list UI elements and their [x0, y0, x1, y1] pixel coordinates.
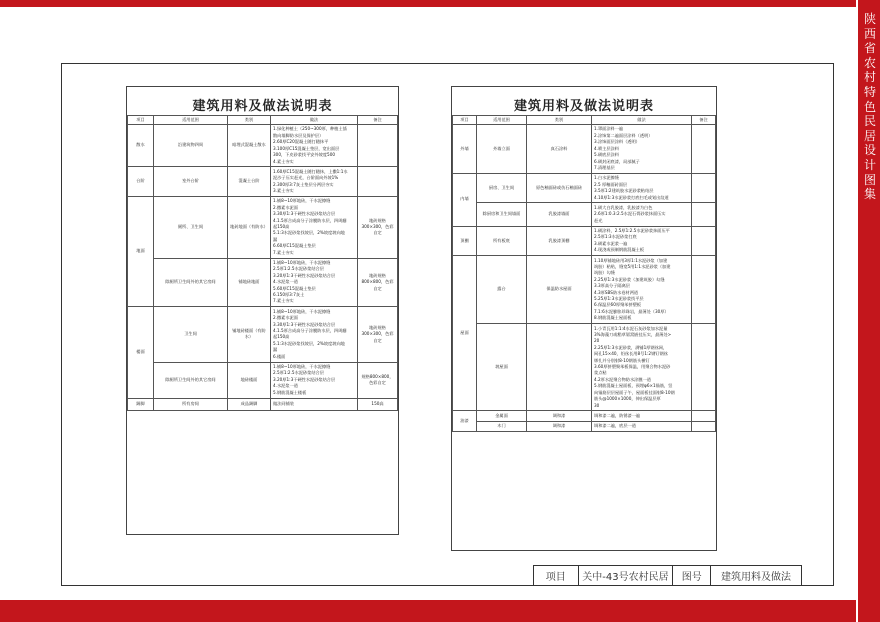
- method-line: 起150高: [273, 334, 290, 340]
- method-line: 5.钢筋混凝土屋面板，预埋φ6×1锚筋，竖: [594, 383, 673, 389]
- method-line: 3.20厚1:3干硬性水泥砂浆结合层: [273, 272, 336, 278]
- method-line: 4.喷主层涂料: [594, 145, 619, 151]
- column-header: 备注: [692, 116, 716, 125]
- item-cell: 外墙: [453, 125, 477, 174]
- method-line: 1.白水泥擦缝: [594, 175, 619, 181]
- method-line: 4.1.5厚合成高分子涂膜防水层，四周翻: [273, 328, 347, 334]
- item-cell: 地面: [128, 196, 154, 306]
- item-cell: 屋面: [453, 256, 477, 411]
- scope-cell: 露台: [477, 256, 527, 324]
- method-line: 网孔15×40，铅丝长用8号1:2钢钉钢丝: [594, 351, 668, 357]
- method-line: 漏: [273, 236, 278, 242]
- kind-cell: [527, 324, 592, 411]
- item-cell: 顶棚: [453, 226, 477, 256]
- column-header: 适用范围: [154, 116, 228, 125]
- method-cell: [592, 324, 692, 411]
- method-cell: [271, 196, 358, 258]
- item-cell: 楼面: [128, 307, 154, 398]
- title-block: [533, 565, 802, 586]
- kind-cell: 调和漆: [527, 421, 592, 431]
- scope-cell: 坡屋面: [477, 324, 527, 411]
- method-line: 3.涂饰面层涂料（透明）: [594, 139, 640, 145]
- method-line: 赶光: [594, 217, 603, 223]
- method-line: 6.150厚3:7灰土: [273, 292, 305, 298]
- method-cell: [271, 258, 358, 307]
- method-line: 3.3厚高分子隔离层: [594, 283, 630, 289]
- scope-cell: 所有房间: [154, 398, 228, 410]
- item-cell: 油漆: [453, 411, 477, 432]
- method-line: 4.水泥浆一道: [273, 279, 298, 285]
- method-line: 2.5厚1:2.5水泥砂浆结合层: [273, 370, 324, 376]
- table-row: [453, 411, 716, 421]
- column-header: 项目: [128, 116, 154, 125]
- method-line: 1.铺8~10厚地砖，干水泥擦缝: [273, 198, 331, 204]
- kind-cell: 成品踢脚: [228, 398, 271, 410]
- scope-cell: 除厕所卫生间外的其它房间: [154, 362, 228, 398]
- method-line: 筑胶）勾缝: [594, 270, 615, 276]
- method-line: 4.水泥浆一道: [273, 383, 298, 389]
- scope-cell: 除厨房和卫生间墙面: [477, 203, 527, 226]
- table-row: [453, 203, 716, 226]
- method-line: 6.刷封闭底漆，局部腻子: [594, 158, 640, 164]
- method-line: 7.素土夯实: [273, 298, 294, 304]
- method-line: 6.保温层60厚聚苯挤塑板: [594, 302, 642, 308]
- scope-cell: 所有板底: [477, 226, 527, 256]
- kind-cell: 乳胶漆顶棚: [527, 226, 592, 256]
- method-line: 筑胶）粘贴，缝宽5用1:1水泥砂浆（加建: [594, 264, 671, 270]
- method-line: 浆点粘: [594, 370, 607, 376]
- note-cell: [692, 421, 716, 431]
- method-cell: [592, 203, 692, 226]
- table-row: [453, 226, 716, 256]
- scope-cell: 除厕所卫生间外的其它房间: [154, 258, 228, 307]
- method-line: 1.铺8~10厚地砖，干水泥擦缝: [273, 364, 331, 370]
- method-cell: [271, 307, 358, 362]
- kind-cell: 真石涂料: [527, 125, 592, 174]
- method-line: 3%海藻刀或稻草屑窝嵌挂压实，最薄处>: [594, 332, 672, 338]
- project-label: 项目: [534, 566, 579, 585]
- method-cell: [271, 167, 358, 197]
- table-row: [128, 196, 398, 258]
- method-line: 5.60厚C15混凝土垫层: [273, 285, 316, 291]
- method-line: 1.刷涂料，2.5厚1:2.5水泥砂浆抹面压平: [594, 228, 670, 234]
- method-line: 起150高: [273, 224, 290, 230]
- table-row: [453, 421, 716, 431]
- method-line: 做法同铺装: [273, 400, 294, 406]
- method-line: 2.5 厚釉面砖面层: [594, 181, 628, 187]
- project-name: 关中-43号农村民居: [579, 566, 674, 585]
- method-line: 4.1.5厚合成高分子涂膜防水层，四周翻: [273, 217, 347, 223]
- method-cell: [592, 411, 692, 421]
- method-line: 3.60厚挤塑聚苯板保温，用聚合物水泥砂: [594, 364, 671, 370]
- method-line: 泥沙子压实赶光，台阶面向外坡1%: [273, 175, 339, 181]
- column-header: 备注: [358, 116, 398, 125]
- method-line: 7.素土夯实: [273, 249, 294, 255]
- method-cell: [271, 398, 358, 410]
- item-cell: 散水: [128, 125, 154, 167]
- method-line: 2.涂饰第二遍面层涂料（透明）: [594, 132, 653, 138]
- method-line: 5.1:3水泥砂浆找坡层，2%坡度坡向地: [273, 230, 345, 236]
- scope-cell: 金属面: [477, 411, 527, 421]
- kind-cell: 原色釉面砖或仿石釉面砖: [527, 173, 592, 203]
- method-line: 2.6厚1:0.3:2.5水泥石膏砂浆抹面压实: [594, 211, 666, 217]
- left-sheet-title: 建筑用料及做法说明表: [192, 99, 333, 114]
- method-line: 1.罩面涂料一遍: [594, 126, 624, 132]
- left-spec-table: [127, 115, 398, 411]
- kind-cell: 暗埋式混凝土散水: [228, 125, 271, 167]
- kind-cell: 铺地砖地面: [228, 258, 271, 307]
- method-line: 3.30厚1:3干硬性水泥砂浆结合层: [273, 321, 336, 327]
- header-row: [453, 116, 716, 125]
- method-line: 向锚筋层层屋面子午，屋面板挂面射8-10钢: [594, 389, 675, 395]
- method-line: 5.钢筋混凝土楼板: [273, 389, 307, 395]
- table-row: [453, 324, 716, 411]
- column-header: 类别: [527, 116, 592, 125]
- table-row: [128, 258, 398, 307]
- series-title: 陕西省农村特色民居设计图集: [863, 12, 876, 202]
- drawing-name: 建筑用料及做法: [721, 572, 791, 583]
- method-line: 5.25厚1:3水泥砂浆找平层: [594, 296, 644, 302]
- scope-cell: 木门: [477, 421, 527, 431]
- header-row: [128, 116, 398, 125]
- method-line: 5.1:3水泥砂浆找坡层，2%坡度坡向地: [273, 340, 345, 346]
- table-row: [128, 398, 398, 410]
- method-line: 3.刷素水泥浆一遍: [594, 240, 628, 246]
- item-cell: 踢脚: [128, 398, 154, 410]
- note-cell: [692, 411, 716, 421]
- method-line: 1.10厚铺地砖用3厚1:1水泥砂浆（加建: [594, 257, 668, 263]
- kind-cell: 混凝土台阶: [228, 167, 271, 197]
- item-cell: 台阶: [128, 167, 154, 197]
- note-cell: [692, 324, 716, 411]
- table-row: [128, 307, 398, 362]
- table-row: [453, 173, 716, 203]
- right-spec-table: [452, 115, 716, 432]
- scope-cell: 厨房、卫生间: [477, 173, 527, 203]
- method-line: 3.5厚1:2建筑胶水泥砂浆粘结层: [594, 188, 654, 194]
- method-line: 调和漆二遍，底层一道: [594, 423, 636, 429]
- method-line: 1.铺8~10厚地砖，干水泥擦缝: [273, 308, 331, 314]
- kind-cell: 地砖楼面: [228, 362, 271, 398]
- method-line: 8.钢筋混凝土屋面板: [594, 315, 632, 321]
- kind-cell: 地砖地面（有防水）: [228, 196, 271, 258]
- note-cell: [692, 203, 716, 226]
- method-line: 1.60厚C15混凝土随打随抹，上撒1:1水: [273, 168, 348, 174]
- method-line: 2.60厚C20混凝土随打随抹平: [273, 139, 329, 145]
- note-cell: 规格800×800，色彩自定: [358, 362, 398, 398]
- method-line: 1.小青瓦用1:1:4水泥石灰砂浆加水泥量: [594, 325, 668, 331]
- method-cell: [592, 226, 692, 256]
- note-cell: [692, 256, 716, 324]
- method-line: 5.刷底层涂料: [594, 152, 619, 158]
- kind-cell: 调和漆: [527, 411, 592, 421]
- method-line: 3.100厚C15混凝土垫层，宽出面层: [273, 145, 340, 151]
- note-cell: [358, 125, 398, 167]
- scope-cell: 厕所、卫生间: [154, 196, 228, 258]
- method-line: 1.刷大白乳胶漆，乳胶漆为白色: [594, 204, 653, 210]
- table-row: [128, 167, 398, 197]
- method-line: 4.3厚SBS防水卷材两道: [594, 289, 639, 295]
- kind-cell: 铺地砖楼面（有防水）: [228, 307, 271, 362]
- method-line: 散向墙脚防水层及保护层）: [273, 132, 324, 138]
- kind-cell: 保温防水屋面: [527, 256, 592, 324]
- method-line: 2.25厚1:3水泥砂浆（加建筑胶）勾缝: [594, 276, 665, 282]
- method-cell: [592, 125, 692, 174]
- method-line: 4.素土夯实: [273, 158, 294, 164]
- method-cell: [592, 256, 692, 324]
- method-line: 绑扎并分别射8-10钢筋头横钉: [594, 357, 650, 363]
- method-line: 4.10厚1:3水泥砂浆打底扫毛或划出纹道: [594, 194, 669, 200]
- drawing-label: 图号: [673, 566, 711, 585]
- method-line: 3.20厚1:3干硬性水泥砂浆结合层: [273, 376, 336, 382]
- column-header: 类别: [228, 116, 271, 125]
- method-line: 筋头@1000×1000，伸出保温层厚: [594, 396, 661, 402]
- method-cell: [592, 173, 692, 203]
- method-line: 调和漆二遍，防锈漆一遍: [594, 412, 641, 418]
- method-line: 2.25厚1:3水泥砂浆，满铺1厚钢丝网，: [594, 344, 668, 350]
- method-line: 30: [594, 402, 600, 408]
- note-cell: [692, 226, 716, 256]
- method-line: 2.5厚1:3水泥砂浆打底: [594, 234, 637, 240]
- kind-cell: 乳胶漆墙面: [527, 203, 592, 226]
- method-line: 1.绿化种植土（250~300厚，种植土插: [273, 126, 347, 132]
- method-line: 3.30厚1:3干硬性水泥砂浆结合层: [273, 211, 336, 217]
- method-line: 2.撒素水泥面: [273, 315, 298, 321]
- top-accent-bar: [0, 0, 856, 7]
- note-cell: 地砖规格300×300，色彩自定: [358, 307, 398, 362]
- scope-cell: 卫生间: [154, 307, 228, 362]
- table-row: [453, 125, 716, 174]
- method-line: 2.撒素水泥面: [273, 204, 298, 210]
- note-cell: [358, 167, 398, 197]
- method-line: 2.5厚1:2.5水泥砂浆结合层: [273, 266, 324, 272]
- method-line: 漏: [273, 347, 278, 353]
- table-row: [453, 256, 716, 324]
- method-cell: [592, 421, 692, 431]
- note-cell: 地砖规格800×800，色彩自定: [358, 258, 398, 307]
- item-cell: 内墙: [453, 173, 477, 226]
- column-header: 做法: [592, 116, 692, 125]
- method-line: 2.300厚3:7灰土垫层分两层夯实: [273, 181, 334, 187]
- method-cell: [271, 125, 358, 167]
- method-line: 300，下皮砂浆找平安外坡度500: [273, 152, 336, 158]
- method-line: 4.现浇或预制钢筋混凝土板: [594, 247, 645, 253]
- method-line: 20: [594, 338, 600, 344]
- method-line: 6.60厚C15混凝土垫层: [273, 243, 316, 249]
- note-cell: [692, 125, 716, 174]
- column-header: 项目: [453, 116, 477, 125]
- method-line: 4.2厚水泥聚合物防水涂膜一道: [594, 376, 651, 382]
- method-line: 7.1:6水泥膨胀珍珠岩，最薄处（30厚）: [594, 308, 669, 314]
- column-header: 适用范围: [477, 116, 527, 125]
- method-line: 1.铺8~10厚地砖，干水泥擦缝: [273, 260, 331, 266]
- method-line: 7.清理基层: [594, 164, 615, 170]
- column-header: 做法: [271, 116, 358, 125]
- sidebar-divider: [856, 0, 858, 622]
- bottom-accent-bar: [0, 600, 856, 622]
- scope-cell: 沿建筑物四周: [154, 125, 228, 167]
- method-line: 3.素土夯实: [273, 188, 294, 194]
- note-cell: 150高: [358, 398, 398, 410]
- right-sheet-title: 建筑用料及做法说明表: [513, 99, 654, 114]
- method-line: 6.楼面: [273, 353, 286, 359]
- note-cell: 地砖规格300×300，色彩自定: [358, 196, 398, 258]
- scope-cell: 室外台阶: [154, 167, 228, 197]
- scope-cell: 外墙立面: [477, 125, 527, 174]
- method-cell: [271, 362, 358, 398]
- note-cell: [692, 173, 716, 203]
- table-row: [128, 125, 398, 167]
- table-row: [128, 362, 398, 398]
